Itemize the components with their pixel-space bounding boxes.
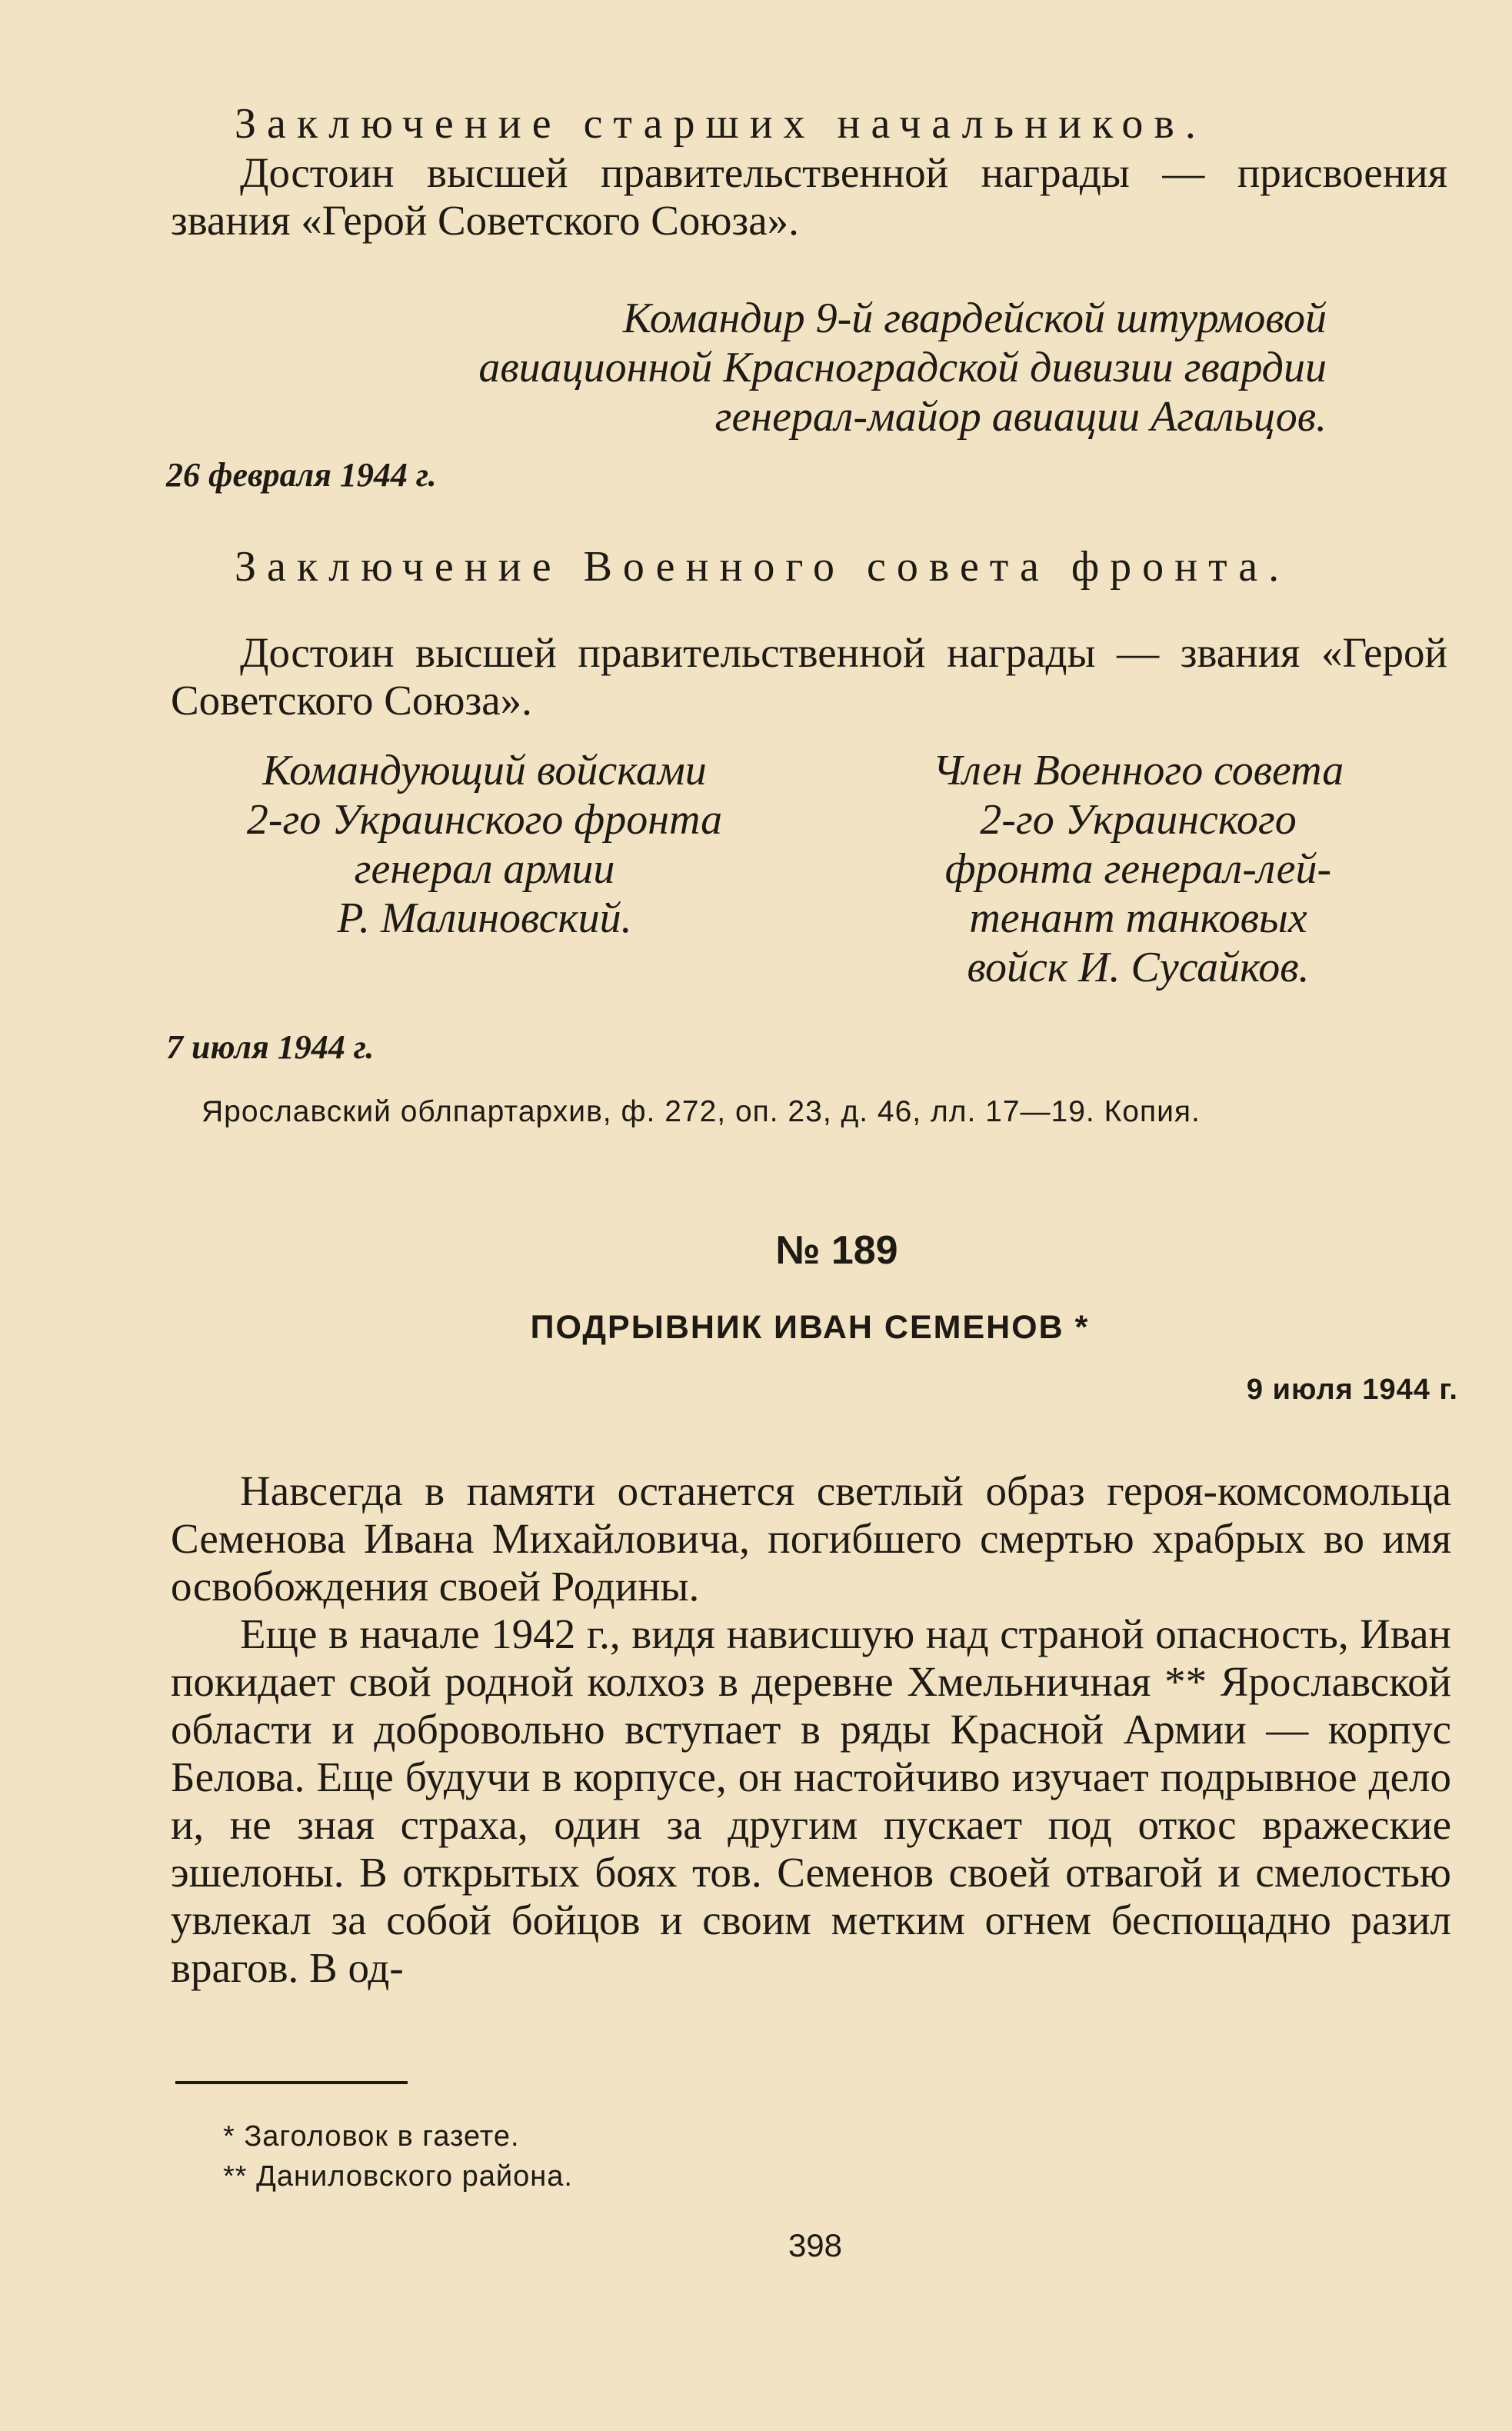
footnote: * Заголовок в газете. [223,2120,520,2153]
paragraph-2: Еще в начале 1942 г., видя нависшую над страной опасность, Иван покидает свой родной колхоз в деревне Хмельничная ** Ярославской области и добровольно вступает в ряды Красной Армии — корпус Белова. Еще будучи в корпусе, он настойчиво изучает подрывное дело и, не зная страха, один за другим пускает под откос вражеские эшелоны. В открытых боях тов. Семенов своей отвагой и смелостью увлекал за собой бойцов и своим метким огнем беспощадно разил врагов. В од- [171,1610,1451,1991]
conclusion-heading-senior: Заключение старших начальников. [235,100,1207,148]
signature-left [185,746,784,943]
paragraph-1: Навсегда в памяти останется светлый образ героя-комсомольца Семенова Ивана Михайловича, погибшего смертью храбрых во имя освобождения своей Родины. [171,1467,1451,1610]
document-title: ПОДРЫВНИК ИВАН СЕМЕНОВ * [530,1309,1090,1346]
date-council: 7 июля 1944 г. [166,1028,375,1066]
footnote: ** Даниловского района. [223,2160,573,2193]
signature-line: Член Военного совета [932,747,1344,794]
footnotes [223,2116,1146,2196]
signature-line: Командующий войсками [262,747,707,794]
footnote-rule [175,2081,408,2084]
signature-line: генерал-майор авиации Агальцов. [714,393,1327,441]
signature-line: тенант танковых [969,894,1307,942]
signature-line: фронта генерал-лей- [944,845,1332,893]
signature-line: 2-го Украинского [980,796,1297,844]
signature-line: Р. Малиновский. [337,894,632,942]
archive-source: Ярославский облпартархив, ф. 272, оп. 23, д. 46, лл. 17—19. Копия. [201,1095,1201,1128]
page-number: 398 [788,2227,843,2263]
document-date: 9 июля 1944 г. [1246,1374,1458,1406]
signature-line: авиационной Красноградской дивизии гвардии [478,344,1327,391]
conclusion-text-senior: Достоин высшей правительственной награды — присвоения звания «Герой Советского Союза». [171,149,1447,244]
conclusion-heading-council: Заключение Военного совета фронта. [235,543,1291,591]
signature-line: генерал армии [354,845,615,893]
signature-block-senior [277,294,1327,441]
date-senior: 26 февраля 1944 г. [166,456,437,494]
document-number: № 189 [775,1228,898,1273]
signature-line: войск И. Сусайков. [967,944,1310,991]
signature-right [869,746,1407,992]
signature-line: 2-го Украинского фронта [246,796,723,844]
signature-line: Командир 9-й гвардейской штурмовой [622,295,1327,342]
conclusion-text-council: Достоин высшей правительственной награды — звания «Герой Советского Союза». [171,629,1447,724]
